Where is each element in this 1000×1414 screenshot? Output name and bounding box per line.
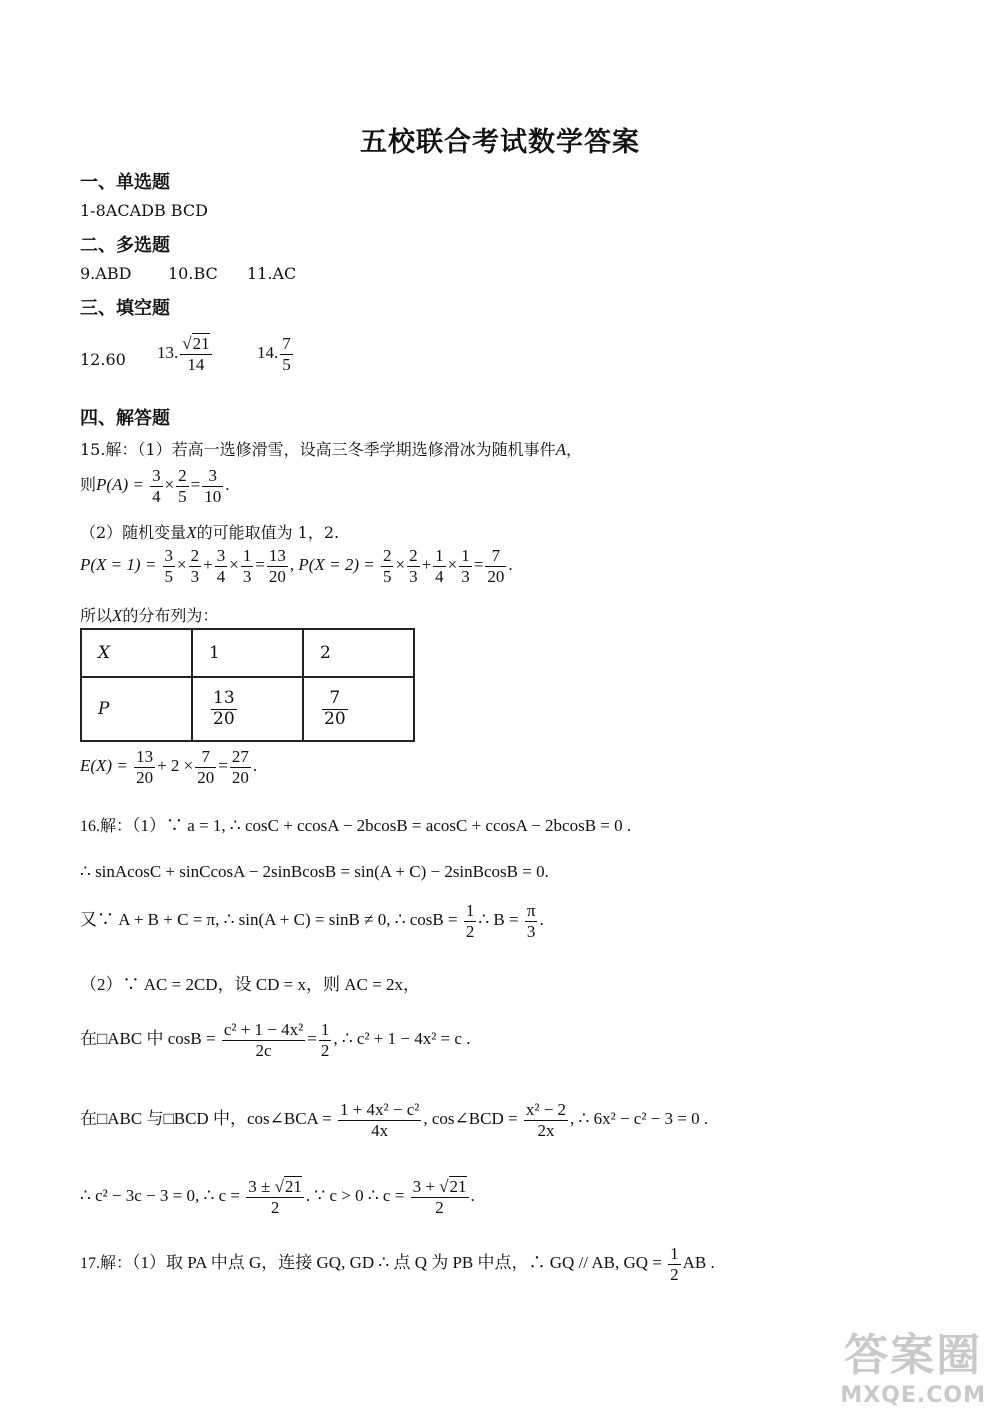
q16-l5a: 在□ABC 中 cosB =: [80, 1028, 216, 1048]
q16-l6-f1-den: 4x: [371, 1120, 389, 1140]
q16-l1: （1）∵ a = 1, ∴ cosC + ccosA − 2bcosB = acosC + ccosA − 2bcosB = 0 .: [132, 816, 632, 835]
q16-label: 16.解：: [80, 818, 133, 835]
q15-ex: E(X) =: [80, 755, 128, 775]
q16-l7-f1-radicand: 21: [284, 1177, 302, 1196]
table-prob-2-den: 20: [324, 708, 346, 729]
q15-e1-num: 13: [136, 747, 154, 766]
multi-choice-answer-11: 11.AC: [247, 264, 297, 283]
section-heading-single-choice: 一、单选题: [80, 172, 170, 193]
q16-l3a: 又∵ A + B + C = π, ∴ sin(A + C) = sinB ≠ 0, ∴ cosB =: [80, 909, 458, 929]
q15-label: 15.解：: [80, 440, 138, 459]
multi-choice-answer-9: 9.ABD: [80, 264, 132, 283]
q15-a-times-1: ×: [177, 554, 187, 574]
q16-l7-f2-pre: 3 +: [412, 1177, 435, 1196]
q15-b-eq: =: [473, 554, 484, 574]
q15-e2-den: 20: [197, 767, 215, 787]
q17-line-1: [80, 1244, 715, 1284]
q15-expectation: [80, 747, 257, 787]
fill-answer-13-radicand: 21: [192, 334, 210, 353]
watermark-site: MXQE.COM: [840, 1383, 986, 1408]
q16-line-6: [80, 1100, 708, 1140]
q15-b2-den: 3: [409, 566, 418, 586]
q16-line-5: [80, 1020, 470, 1060]
q15-a-plus: +: [203, 554, 213, 574]
q15-b3-num: 1: [435, 546, 444, 565]
q16-l7-f2-radicand: 21: [449, 1177, 467, 1196]
q15-b-plus: +: [421, 554, 432, 574]
q15-line-2: [80, 466, 230, 506]
q15-f1-den: 4: [152, 486, 161, 506]
fill-answer-14-label: 14.: [257, 342, 279, 362]
fill-answer-14-numerator: 7: [282, 334, 291, 353]
q16-line-4: （2）∵ AC = 2CD，设 CD = x，则 AC = 2x，: [80, 975, 420, 994]
q16-line-7: ∴ c² − 3c − 3 = 0, ∴ c = $\frac{3 \pm √21}{2}$ . ∵ c > 0 ∴ c = $\frac{3 + √21}{2}$ .: [80, 1177, 475, 1217]
q15-random-var: X: [186, 523, 197, 542]
q15-times: ×: [164, 474, 175, 494]
distribution-table: [80, 628, 415, 742]
q15-b-times-1: ×: [395, 554, 406, 574]
table-prob-1-den: 20: [213, 708, 235, 729]
table-value-2: 2: [303, 629, 414, 677]
q16-l5-f2-den: 2: [320, 1040, 330, 1060]
q15-probabilities: [80, 546, 513, 586]
q17-f-num: 1: [670, 1244, 679, 1263]
q15-f2-den: 5: [178, 486, 187, 506]
q16-l7-f1-pre: 3 ±: [248, 1177, 271, 1196]
q15-b4-num: 1: [461, 546, 470, 565]
q15-a5-den: 20: [268, 566, 286, 586]
q16-l3-f2-num: π: [526, 901, 536, 920]
q15-dist-so: 所以: [80, 606, 113, 625]
q15-line1-end: ，: [566, 440, 583, 459]
q16-line-3: 又∵ A + B + C = π, ∴ sin(A + C) = sinB ≠ 0, ∴ cosB = $\frac{1}{2}$ ∴ B = $\frac{\pi}{3}$ .: [80, 901, 544, 941]
q15-px1: P(X = 1) =: [80, 554, 157, 574]
q15-e2-num: 7: [195, 747, 216, 768]
q16-l5-f1-num: c² + 1 − 4x²: [223, 1020, 304, 1039]
q17-l1b: AB .: [682, 1252, 715, 1272]
q15-e-eq: =: [218, 755, 228, 775]
q15-line-1: [80, 437, 582, 460]
q15-a-eq: =: [255, 554, 265, 574]
q16-l7a: ∴ c² − 3c − 3 = 0, ∴ c =: [80, 1185, 240, 1205]
q15-f3-num: 3: [202, 466, 223, 487]
fill-answer-13-label: 13.: [157, 342, 179, 362]
q15-line-3: [80, 520, 339, 543]
q15-event-var: A: [555, 440, 567, 459]
q15-a3-num: 3: [216, 546, 226, 565]
watermark: [840, 1319, 986, 1408]
q16-l6b: , cos∠BCD =: [423, 1108, 518, 1128]
q16-l7-f1-den: 2: [270, 1197, 280, 1217]
q16-l3-f1-den: 2: [465, 921, 475, 941]
q16-l7c: .: [470, 1185, 475, 1205]
q15-pa: P(A) =: [96, 474, 144, 494]
q15-a3-den: 4: [216, 566, 226, 586]
multi-choice-answer-10: 10.BC: [168, 264, 218, 283]
q15-dist-var: X: [112, 606, 123, 625]
fill-answer-14-denominator: 5: [282, 354, 291, 374]
q15-e1-den: 20: [136, 767, 154, 787]
q16-l3-f1-num: 1: [465, 901, 475, 920]
q16-l6c: , ∴ 6x² − c² − 3 = 0 .: [570, 1108, 709, 1128]
q16-l5-f1-den: 2c: [255, 1040, 272, 1060]
q15-a4-num: 1: [242, 546, 252, 565]
q15-a1-den: 5: [164, 566, 174, 586]
q16-l5-f2-num: 1: [320, 1020, 330, 1039]
q15-e-dot: .: [252, 755, 258, 775]
section-heading-fill-blank: 三、填空题: [80, 298, 170, 319]
q15-e-mid: + 2 ×: [157, 755, 194, 775]
q15-part2-text: （2）随机变量: [80, 523, 187, 542]
fill-answer-13: 13. $\frac{√21}{14}$: [157, 334, 210, 374]
q15-b3-den: 4: [435, 566, 444, 586]
q16-l5b: =: [307, 1028, 317, 1048]
q15-b5-num: 7: [485, 546, 506, 567]
watermark-logo: 答案圈: [844, 1330, 983, 1381]
q15-px2: , P(X = 2) =: [289, 554, 375, 574]
table-value-1: 1: [192, 629, 303, 677]
q15-e3-num: 27: [231, 747, 249, 766]
q15-b5-den: 20: [487, 566, 505, 586]
q16-line-1: [80, 811, 631, 836]
section-heading-multi-choice: 二、多选题: [80, 235, 170, 256]
q15-e3-den: 20: [231, 767, 249, 787]
table-prob-1-num: 13: [213, 687, 235, 708]
q16-l6a: 在□ABC 与□BCD 中，cos∠BCA =: [80, 1108, 332, 1128]
q16-l6-f1-num: 1 + 4x² − c²: [339, 1100, 420, 1119]
fill-answer-12: 12.60: [80, 350, 126, 369]
q15-b1-den: 5: [382, 566, 392, 586]
q15-a4-den: 3: [242, 566, 252, 586]
q15-a-times-2: ×: [229, 554, 239, 574]
q15-f2-num: 2: [178, 466, 187, 485]
q16-l6-f2-num: x² − 2: [525, 1100, 567, 1119]
q15-a2-num: 2: [190, 546, 200, 565]
q15-b2-num: 2: [409, 546, 418, 565]
q16-l6-f2-den: 2x: [537, 1120, 555, 1140]
fill-answer-14: [257, 334, 295, 374]
q15-b4-den: 3: [461, 566, 470, 586]
page-title: 五校联合考试数学答案: [360, 127, 640, 158]
q16-l7-f2-den: 2: [435, 1197, 444, 1217]
q17-label: 17.解：: [80, 1254, 133, 1272]
q15-a2-den: 3: [190, 566, 200, 586]
fill-answer-13-denominator: 14: [187, 354, 205, 374]
table-prob-1: [192, 677, 303, 741]
q15-part1-text: （1）若高一选修滑雪，设高三冬季学期选修滑冰为随机事件: [137, 440, 556, 459]
q15-a5-num: 13: [268, 546, 286, 565]
q15-then: 则: [80, 476, 97, 494]
q15-eq: =: [190, 474, 201, 494]
q16-l5c: , ∴ c² + 1 − 4x² = c .: [333, 1028, 471, 1048]
q15-dist-intro: [80, 603, 218, 626]
q15-b-dot: .: [508, 554, 513, 574]
q15-f3-den: 10: [204, 486, 222, 506]
q16-line-2: ∴ sinAcosC + sinCcosA − 2sinBcosB = sin(A + C) − 2sinBcosB = 0.: [80, 862, 549, 881]
q16-l7b: . ∵ c > 0 ∴ c =: [305, 1185, 405, 1205]
table-header-x: X: [81, 629, 192, 677]
q16-l3-f2-den: 3: [526, 921, 536, 941]
q16-l3b: ∴ B =: [478, 909, 519, 929]
q15-b-times-2: ×: [447, 554, 458, 574]
q15-b1-num: 2: [382, 546, 392, 565]
table-header-p: P: [81, 677, 192, 741]
q15-f1-num: 3: [152, 466, 161, 485]
q15-part2-rest: 的可能取值为 1，2.: [196, 523, 340, 542]
q17-f-den: 2: [670, 1264, 679, 1284]
q15-dist-rest: 的分布列为：: [122, 606, 219, 625]
q17-l1a: （1）取 PA 中点 G，连接 GQ, GD ∴ 点 Q 为 PB 中点，∴ GQ // AB, GQ =: [132, 1252, 662, 1272]
q15-a1-num: 3: [164, 546, 174, 565]
q15-dot: .: [225, 474, 230, 494]
single-choice-answers: 1-8ACADB BCD: [80, 201, 208, 220]
section-heading-solutions: 四、解答题: [80, 408, 170, 429]
table-prob-2: [303, 677, 414, 741]
table-prob-2-num: 7: [322, 689, 348, 710]
